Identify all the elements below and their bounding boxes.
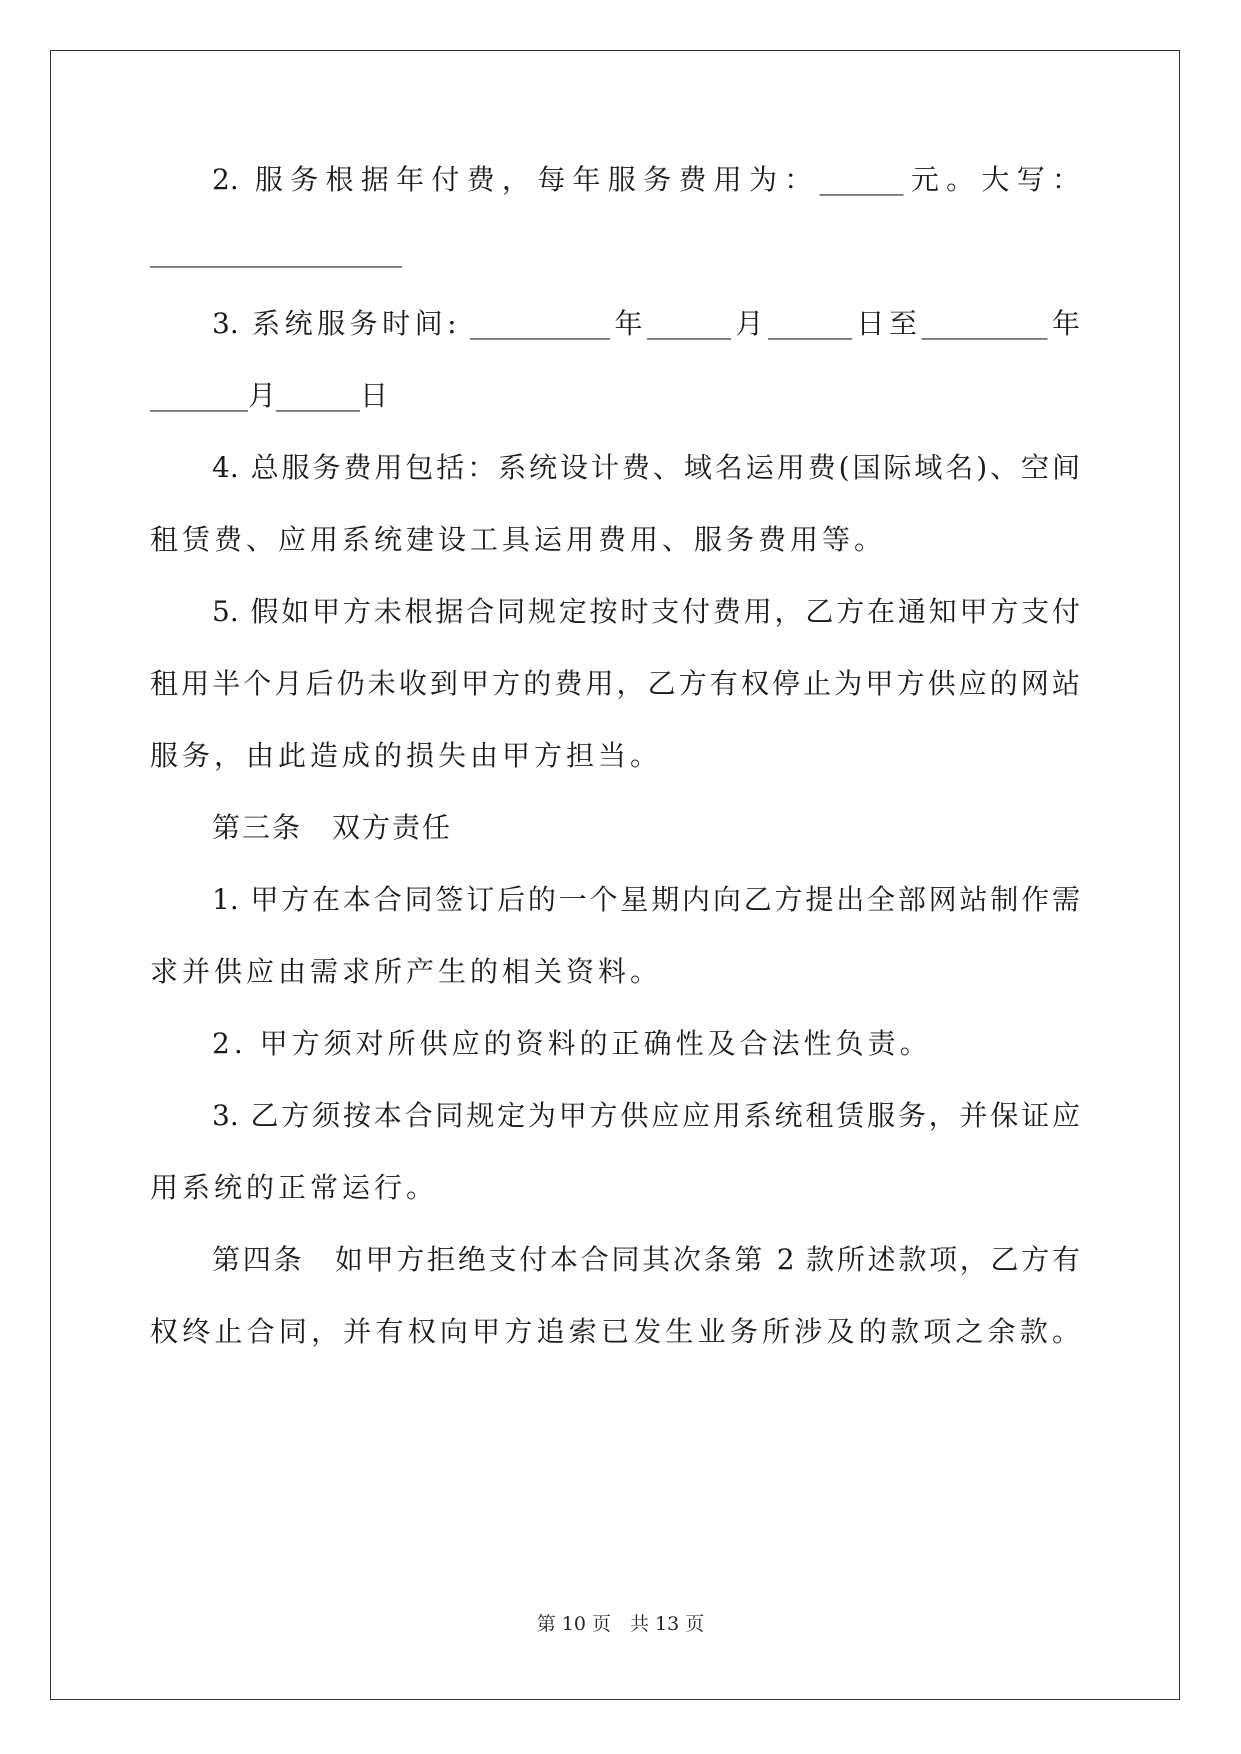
clause-late-payment: 5. 假如甲方未根据合同规定按时支付费用，乙方在通知甲方支付 — [212, 595, 1080, 628]
clause-total-fee: 4. 总服务费用包括：系统设计费、域名运用费(国际域名)、空间 — [212, 451, 1080, 484]
clause-late-payment-cont1: 租用半个月后仍未收到甲方的费用，乙方有权停止为甲方供应的网站 — [150, 667, 1080, 700]
article-3-heading: 第三条 双方责任 — [212, 811, 453, 844]
clause-late-payment-cont2: 服务，由此造成的损失由甲方担当。 — [150, 739, 663, 772]
clause-fee-annual: 2. 服务根据年付费，每年服务费用为：______元。大写： — [212, 163, 1080, 196]
duty-party-a-accuracy: 2. 甲方须对所供应的资料的正确性及合法性负责。 — [212, 1027, 932, 1060]
clause-fee-uppercase-blank: __________________ — [150, 235, 402, 268]
duty-party-a-requirements: 1. 甲方在本合同签订后的一个星期内向乙方提出全部网站制作需 — [212, 883, 1080, 916]
duty-party-b-service-cont: 用系统的正常运行。 — [150, 1171, 439, 1204]
article-4-text: 第四条 如甲方拒绝支付本合同其次条第 2 款所述款项，乙方有 — [212, 1243, 1080, 1276]
article-4-text-cont: 权终止合同，并有权向甲方追索已发生业务所涉及的款项之余款。 — [150, 1315, 1080, 1348]
page-border — [50, 50, 1180, 1700]
clause-service-period-cont: _______月______日 — [150, 379, 389, 412]
duty-party-b-service: 3. 乙方须按本合同规定为甲方供应应用系统租赁服务，并保证应 — [212, 1099, 1080, 1132]
clause-service-period: 3. 系统服务时间: __________年______月______日至_________年 — [212, 307, 1080, 340]
duty-party-a-requirements-cont: 求并供应由需求所产生的相关资料。 — [150, 955, 663, 988]
clause-total-fee-cont: 租赁费、应用系统建设工具运用费用、服务费用等。 — [150, 523, 887, 556]
page-number: 第 10 页 共 13 页 — [536, 1613, 705, 1635]
